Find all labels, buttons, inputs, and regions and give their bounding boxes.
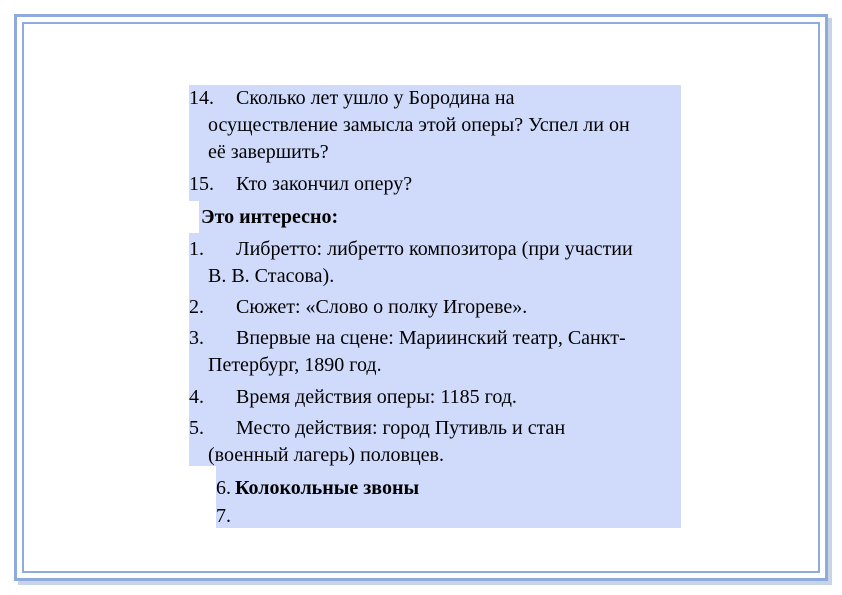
fact-1-number: 1. [189,238,204,260]
fact-4-text: Время действия оперы: 1185 год. [236,386,517,408]
fact-2-text: Сюжет: «Слово о полку Игореве». [236,296,528,318]
question-14-number: 14. [189,87,214,109]
question-15-text: Кто закончил оперу? [236,173,413,195]
bells-number: 6. [216,477,231,499]
question-14-text: Сколько лет ушло у Бородина на [236,87,515,109]
fact-4-number: 4. [189,386,204,408]
fact-3-text: Впервые на сцене: Мариинский театр, Санкт- [236,327,626,349]
fact-5-text: Место действия: город Путивль и стан [236,417,566,439]
question-14-text-cont: осуществление замысла этой оперы? Успел ли он [208,114,630,136]
frame-shadow-bottom [18,581,832,585]
question-15-number: 15. [189,173,214,195]
fact-3-number: 3. [189,327,204,349]
question-14-text-cont: её завершить? [208,141,329,163]
fact-2-number: 2. [189,296,204,318]
fact-1-text: Либретто: либретто композитора (при участии [236,238,633,260]
fact-5-number: 5. [189,417,204,439]
fact-3-text-cont: Петербург, 1890 год. [208,354,382,376]
fact-5-text-cont: (военный лагерь) половцев. [208,444,444,466]
bells-label: Колокольные звоны [235,477,420,499]
interesting-heading: Это интересно: [201,206,339,228]
frame-shadow-right [828,18,832,585]
fact-1-text-cont: В. В. Стасова). [208,265,335,287]
empty-item-number: 7. [216,505,231,527]
